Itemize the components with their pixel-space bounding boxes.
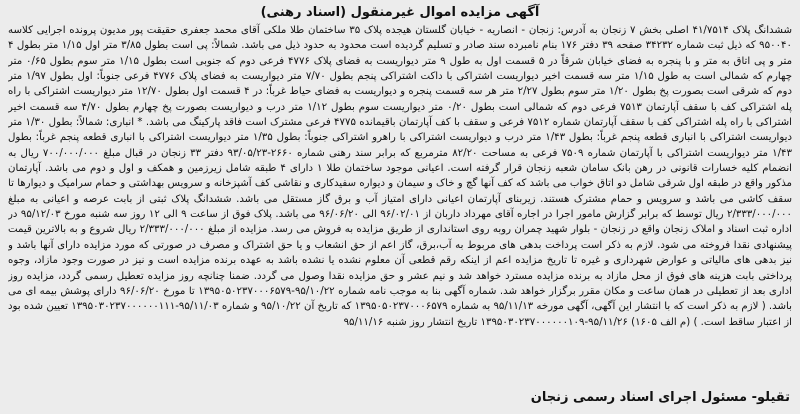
notice-body: ششدانگ پلاک ۴۱/۷۵۱۴ اصلی بخش ۷ زنجان به آدرس: زنجان - انصاریه - خیابان گلستان هیجده پلاک ۳۵ ساختمان طلا ملکی آقای محمد جعفری حقیقت پور مدیون پرونده اجرایی کلاسه ۹۵۰۰۴۰ که ذیل ثبت شماره ۳۴۲۳۲ صفحه ۳۹ دفتر ۱۷۶ بنام نامبرده سند صادر و تسلیم گردیده است محدود به حدود ذیل می باشد. شمالاً: پی است بطول ۳/۸۵ متر اول ۱/۱۵ متر بطول ۴ متر و پی اتاق به متر و با پنجره به فضای خیابان شرقاً در ۵ قسمت اول به طول ۹ متر دیواریست به فضای پلاک ۴۷۷۶ فرعی دوم که جنوبی است بطول ۱/۱۵ متر سوم بطول ۰/۶۵ متر چهارم که شمالی است به طول ۱/۱۵ متر سه قسمت اخیر دیواریست اشتراکی با داکت اشتراکی پنجم بطول ۷/۷۰ متر دیواریست به فضای پلاک ۴۷۷۶ فرعی جنوباً: اول بطول ۱/۹۷ متر دوم که شرقی است بصورت پخ بطول ۱/۲۰ متر سوم بطول ۲/۲۷ متر هر سه قسمت پنجره و دیواریست به فضای حیاط غرباً: در ۴ قسمت اول بطول ۱۲/۷۰ متر دیواریست اشتراکی با راه پله اشتراکی کف با سقف آپارتمان ۷۵۱۳ فرعی دوم که شمالی است بطول ۰/۲۰ متر دیواریست سوم بطول ۱/۱۲ متر درب و دیواریست بصورت پخ چهارم بطول ۴/۷۰ سه قسمت اخیر اشتراکی با راه پله اشتراکی کف با سقف آپارتمان شماره ۷۵۱۲ فرعی و سقف با کف آپارتمان باقیمانده ۴۷۷۵ فرعی مشترک است فاقد پارکینگ می باشد. * انباری: شمالاً: بطول ۱/۳۰ متر دیواریست اشتراکی با انباری قطعه پنجم غرباً: بطول ۱/۴۳ متر درب و دیواریست اشتراکی با راهرو اشتراکی جنوباً: بطول ۱/۳۵ متر دیواریست اشتراکی با انباری قطعه پنجم غرباً: بطول ۱/۴۳ متر دیواریست اشتراکی با آپارتمان شماره ۷۵۰۹ فرعی به مساحت ۸۲/۲۰ مترمربع که برابر سند رهنی شماره ۲۶۶۰-۹۳/۰۵/۲۳ دفتر ۳۳ زنجان در قبال مبلغ ۷۰۰/۰۰۰/۰۰۰ ریال به انضمام کلیه خسارات قانونی در رهن بانک سامان شعبه زنجان قرار گرفته است. اعیانی موجود ساختمان طلا ۱ دارای ۴ طبقه شامل زیرزمین و همکف و اول و دوم می باشد. آپارتمان مذکور واقع در طبقه اول شرقی شامل دو اتاق خواب می باشد که کف آنها گچ و خاک و سیمان و دیواره سفیدکاری و نقاشی کف آشپزخانه و سرویس بهداشتی و حمام سرامیک و دیوارها تا سقف کاشی می باشد و سرویس و حمام مشترک هستند. زیربنای آپارتمان اعیانی دارای امتیاز آب و برق گاز مستقل می باشد. ششدانگ پلاک ثبتی از بابت عرصه و اعیانی به مبلغ ۲/۳۳۳/۰۰۰/۰۰۰ ریال توسط که برابر گزارش مامور اجرا در اجاره آقای مهرداد داربان از ۹۶/۰۲/۰۱ الی ۹۶/۰۶/۲۰ می باشد. پلاک فوق از ساعت ۹ الی ۱۲ روز سه شنبه مورخ ۹۵/۱۲/۰۳ در اداره ثبت اسناد و املاک زنجان واقع در زنجان - بلوار شهید چمران روبه روی استانداری از طریق مزایده به فروش می رسد. مزایده از مبلغ ۲/۳۳۳/۰۰۰/۰۰۰ ریال شروع و به بالاترین قیمت پیشنهادی نقدا فروخته می شود. لازم به ذکر است پرداخت بدهی های مربوط به آب،برق، گاز اعم از حق انشعاب و یا حق اشتراک و مصرف در صورتی که مورد مزایده دارای آنها باشد و نیز بدهی های مالیاتی و عوارض شهرداری و غیره تا تاریخ مزایده اعم از اینکه رقم قطعی آن معلوم نشده یا نشده باشد به عهده برنده مزایده است و نیز در صورت وجود مازاد، وجوه پرداختی بابت هزینه های فوق از محل مازاد به برنده مزایده مسترد خواهد شد و نیم عشر و حق مزایده نقدا وصول می گردد. ضمنا چنانچه روز مزایده تعطیل رسمی گردد، مزایده روز اداری بعد از تعطیلی در همان ساعت و مکان مقرر برگزار خواهد شد. شماره آگهی بنا به موجب نامه شماره ۹۵/۱۰/۲۲-۱۳۹۵۰۵۰۲۳۷۰۰۰۶۵۷۹ تا مورخ ۹۶/۰۶/۲۰ دارای پوشش بیمه ای می باشد. ( لازم به ذکر است که با انتشار این آگهی، آگهی مورخه ۹۵/۱۱/۱۳ به شماره ۱۳۹۵۰۵۰۲۳۷۰۰۰۶۵۷۹ که تاریخ آن ۹۵/۱۰/۲۲ و شماره ۹۵/۱۱/۰۳-۱۳۹۵۰۳۰۲۳۷۰۰۰۰۰۰۱۱۱ تعیین شده بود از اعتبار ساقط است. ) (م الف ۱۶۰۵) ۹۵/۱۱/۲۶-۱۳۹۵۰۳۰۲۳۷۰۰۰۰۰۰۱۰۹ تاریخ انتشار روز شنبه ۹۵/۱۱/۱۶ xyxy=(8,25,792,328)
notice-signature: تقیلو- مسئول اجرای اسناد رسمی زنجان xyxy=(530,390,790,405)
notice-title: آگهی مزایده اموال غیرمنقول (اسناد رهنی) xyxy=(260,5,540,20)
